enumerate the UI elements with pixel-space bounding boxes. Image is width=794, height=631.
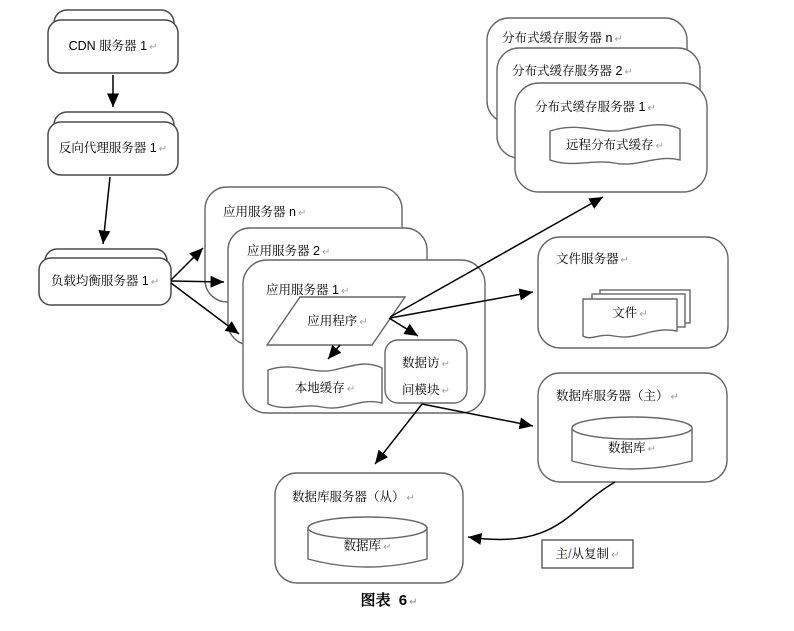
paragraph-mark: ↵ bbox=[340, 286, 350, 297]
remote-cache-label: 远程分布式缓存 ↵ bbox=[566, 138, 664, 152]
paragraph-mark: ↵ bbox=[670, 392, 679, 403]
db-master-cylinder-top bbox=[572, 417, 692, 439]
arrow-proxy-to-lb bbox=[103, 177, 110, 244]
load-balancer-label: 负载均衡服务器 1 ↵ bbox=[50, 274, 160, 288]
arrow-lb-to-app-n bbox=[171, 248, 203, 280]
paragraph-mark: ↵ bbox=[297, 208, 307, 219]
replication-label: 主/从复制 ↵ bbox=[555, 547, 620, 561]
paragraph-mark: ↵ bbox=[149, 42, 158, 53]
paragraph-mark: ↵ bbox=[647, 103, 656, 114]
data-access-module-label-line2: 问模块 ↵ bbox=[402, 383, 450, 397]
paragraph-mark: ↵ bbox=[620, 255, 629, 266]
file-label: 文件 ↵ bbox=[612, 306, 648, 320]
paragraph-mark: ↵ bbox=[614, 34, 623, 45]
paragraph-mark: ↵ bbox=[321, 247, 331, 258]
app-server-n-label: 应用服务器 n ↵ bbox=[223, 205, 307, 219]
paragraph-mark: ↵ bbox=[639, 309, 648, 320]
db-master-label: 数据库服务器（主） ↵ bbox=[556, 389, 679, 403]
replication-slash: / bbox=[568, 547, 572, 561]
cache-server-1-label: 分布式缓存服务器 1 ↵ bbox=[535, 100, 656, 114]
paragraph-mark: ↵ bbox=[611, 550, 620, 561]
cdn-server-label: CDN 服务器 1 ↵ bbox=[68, 39, 158, 53]
cache-server-n-label: 分布式缓存服务器 n ↵ bbox=[502, 31, 623, 45]
paragraph-mark: ↵ bbox=[359, 317, 368, 328]
db-slave-cylinder-top bbox=[308, 517, 427, 539]
app-server-2-label: 应用服务器 2 ↵ bbox=[247, 244, 331, 258]
paragraph-mark: ↵ bbox=[409, 597, 418, 608]
paragraph-mark: ↵ bbox=[624, 67, 633, 78]
paragraph-mark: ↵ bbox=[383, 542, 392, 553]
figure-caption: 图表 6 ↵ bbox=[360, 592, 418, 609]
cache-server-2-label: 分布式缓存服务器 2 ↵ bbox=[512, 64, 633, 78]
paragraph-mark: ↵ bbox=[655, 141, 664, 152]
file-server-label: 文件服务器 ↵ bbox=[556, 252, 629, 266]
local-cache-label: 本地缓存 ↵ bbox=[294, 381, 356, 395]
paragraph-mark: ↵ bbox=[441, 386, 450, 397]
app-server-1-label: 应用服务器 1 ↵ bbox=[266, 283, 350, 297]
paragraph-mark: ↵ bbox=[647, 444, 656, 455]
db-master-store-label: 数据库 ↵ bbox=[608, 441, 656, 455]
application-label: 应用程序 ↵ bbox=[307, 314, 368, 328]
paragraph-mark: ↵ bbox=[441, 359, 450, 370]
paragraph-mark: ↵ bbox=[158, 144, 168, 155]
reverse-proxy-label: 反向代理服务器 1 ↵ bbox=[58, 141, 168, 155]
arrow-lb-to-app-2 bbox=[171, 281, 224, 282]
paragraph-mark: ↵ bbox=[150, 277, 160, 288]
paragraph-mark: ↵ bbox=[346, 384, 356, 395]
arrow-master-slave-replication bbox=[468, 482, 615, 540]
db-slave-label: 数据库服务器（从） ↵ bbox=[292, 490, 415, 504]
db-slave-store-label: 数据库 ↵ bbox=[343, 539, 392, 553]
paragraph-mark: ↵ bbox=[406, 493, 415, 504]
data-access-module-label-line1: 数据访 ↵ bbox=[402, 356, 450, 370]
